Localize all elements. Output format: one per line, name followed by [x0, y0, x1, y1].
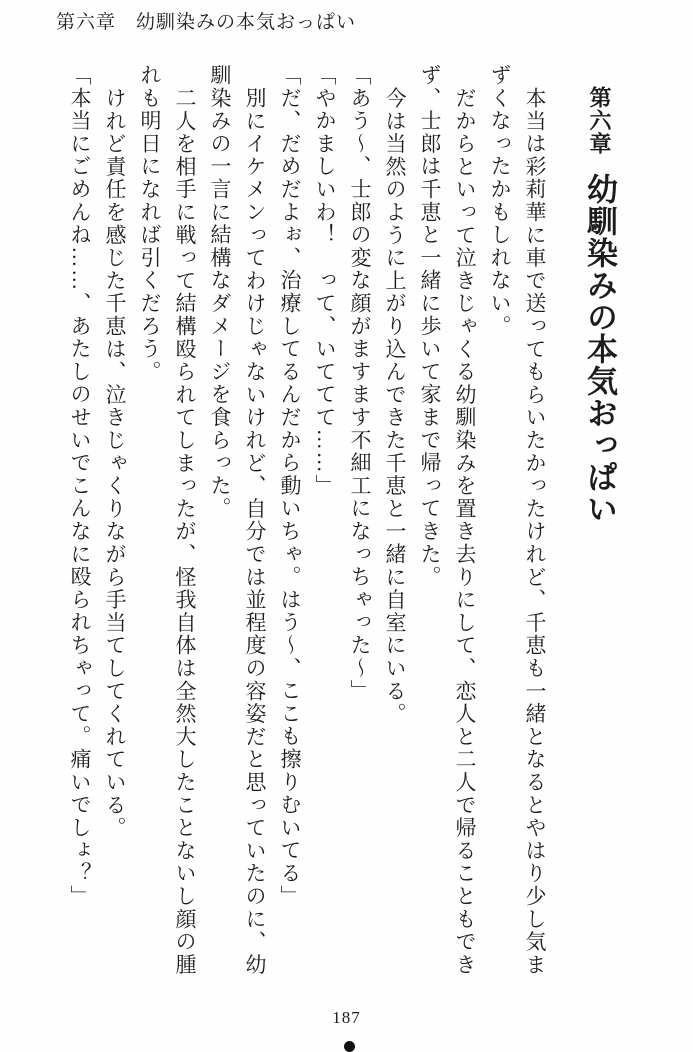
- text-line: 「だ、だめだよぉ、治療してるんだから動いちゃ。はう～、ここも擦りむいてる」: [278, 64, 302, 908]
- text-line: 別にイケメンってわけじゃないけれど、自分では並程度の容姿だと思っていたのに、幼: [243, 87, 267, 977]
- text-line: 今は当然のように上がり込んできた千恵と一緒に自室にいる。: [383, 87, 407, 726]
- binding-dot: [344, 1041, 355, 1052]
- page-number: 187: [332, 1008, 361, 1027]
- vertical-text-block: [62, 64, 620, 976]
- text-line: れも明日になれば引くだろう。: [138, 64, 162, 384]
- text-line: 本当は彩莉華に車で送ってもらいたかったけれど、千恵も一緒となるとやはり少し気ま: [523, 87, 547, 977]
- text-line: ず、士郎は千恵と一緒に歩いて家まで帰ってきた。: [418, 64, 442, 589]
- text-line: だからといって泣きじゃくる幼馴染みを置き去りにして、恋人と二人で帰ることもでき: [453, 87, 477, 977]
- text-line: 馴染みの一言に結構なダメージを食らった。: [208, 64, 232, 520]
- text-line: けれど責任を感じた千恵は、泣きじゃくりながら手当てしてくれている。: [103, 87, 127, 840]
- title-spacer: [599, 155, 600, 173]
- running-header: 第六章 幼馴染みの本気おっぱい: [56, 12, 357, 33]
- chapter-heading: [578, 64, 620, 976]
- text-line: 「やかましいわ！ って、いててて……」: [313, 64, 337, 498]
- text-line: 「あう～、士郎の変な顔がますます不細工になっちゃった～」: [348, 64, 372, 703]
- text-line: 二人を相手に戦って結構殴られてしまったが、怪我自体は全然大したことないし顔の腫: [173, 87, 197, 977]
- chapter-number: 第六章: [587, 86, 612, 155]
- body-text: [62, 64, 552, 976]
- text-line: ずくなったかもしれない。: [488, 64, 512, 338]
- chapter-title: 幼馴染みの本気おっぱい: [582, 173, 617, 525]
- text-line: 「本当にごめんね……、あたしのせいでこんなに殴られちゃって。痛いでしょ？」: [68, 64, 92, 908]
